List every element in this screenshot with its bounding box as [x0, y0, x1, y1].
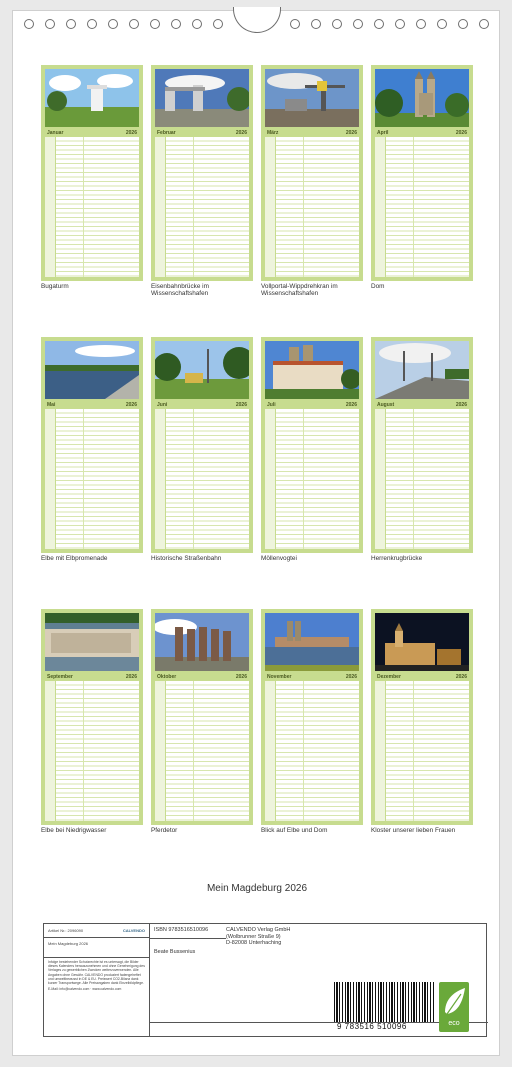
month-name: März — [267, 129, 279, 136]
river-icon — [45, 341, 139, 399]
month-caption: Möllenvogtei — [261, 555, 297, 562]
calendar-page — [12, 10, 500, 1056]
binding-holes — [13, 11, 501, 41]
month-year: 2026 — [455, 129, 467, 136]
month-name: Juni — [157, 401, 168, 408]
tram-icon — [155, 341, 249, 399]
day-grid — [265, 409, 359, 549]
binding-hole — [45, 19, 55, 29]
month-year: 2026 — [125, 401, 137, 408]
day-grid — [375, 137, 469, 277]
month-name: November — [267, 673, 292, 680]
publisher-city: D-82008 Unterhaching — [226, 940, 282, 947]
binding-hole — [374, 19, 384, 29]
binding-hole — [353, 19, 363, 29]
month-caption: Elbe mit Elbpromenade — [41, 555, 108, 562]
contact-info: E-Mail: info@calvendo.com · www.calvendo.com — [48, 987, 122, 992]
month-card-februar — [151, 65, 253, 281]
tower-icon — [45, 69, 139, 127]
month-caption: Kloster unserer lieben Frauen — [371, 827, 456, 834]
month-name: Dezember — [377, 673, 401, 680]
month-card-januar — [41, 65, 143, 281]
binding-hole — [66, 19, 76, 29]
month-name: April — [377, 129, 389, 136]
product-info-box — [43, 923, 487, 1037]
binding-hole — [129, 19, 139, 29]
barcode — [334, 982, 434, 1022]
month-card-juni — [151, 337, 253, 553]
binding-hole — [416, 19, 426, 29]
bridge-icon — [375, 341, 469, 399]
month-caption: Vollportal-Wippdrehkran im Wissenschaftshafen — [261, 283, 338, 297]
month-caption: Elbe bei Niedrigwasser — [41, 827, 107, 834]
month-name: Mai — [47, 401, 56, 408]
day-grid — [375, 409, 469, 549]
binding-hole — [150, 19, 160, 29]
river-icon — [45, 613, 139, 671]
skyline-icon — [265, 613, 359, 671]
month-year: 2026 — [455, 401, 467, 408]
binding-hole — [290, 19, 300, 29]
calendar-title: Mein Magdeburg 2026 — [206, 883, 308, 894]
binding-hole — [171, 19, 181, 29]
month-name: Februar — [157, 129, 176, 136]
month-name: Januar — [47, 129, 64, 136]
month-year: 2026 — [125, 129, 137, 136]
month-caption: Dom — [371, 283, 385, 290]
day-grid — [45, 137, 139, 277]
day-grid — [155, 409, 249, 549]
binding-hole — [24, 19, 34, 29]
month-name: August — [377, 401, 395, 408]
binding-hole — [108, 19, 118, 29]
night-icon — [375, 613, 469, 671]
footer-left-column — [44, 924, 150, 1036]
day-grid — [45, 681, 139, 821]
isbn: ISBN 9783516510096 — [154, 927, 209, 933]
month-card-dezember — [371, 609, 473, 825]
calvendo-logo: CALVENDO — [122, 928, 145, 933]
month-caption: Blick auf Elbe und Dom — [261, 827, 328, 834]
month-card-november — [261, 609, 363, 825]
month-card-mai — [41, 337, 143, 553]
month-name: Oktober — [157, 673, 177, 680]
month-caption: Herrenkrugbrücke — [371, 555, 423, 562]
day-grid — [45, 409, 139, 549]
day-grid — [155, 137, 249, 277]
barcode-number: 9 783516 510096 — [337, 1022, 407, 1031]
legal-notice: Infolge bestehender Schutzrechte ist es untersagt, die Bilder dieses Kalenders herauszunehmen und ohne Genehmigung des Verlages zu gewerblichen Zwecken weiterzuverwenden. Alle Angaben ohne Gewähr. CALVENDO produziert fadengeheftet und umweltbewusst in DE & EU. Preiswert CO2-Bilanz dank kurzer Transportwege. Alle Preisangaben dank Einzelbildpflege. — [48, 960, 145, 986]
footer-isbn-column — [150, 924, 226, 1036]
month-card-juli — [261, 337, 363, 553]
binding-hole — [87, 19, 97, 29]
month-year: 2026 — [235, 673, 247, 680]
month-card-maerz — [261, 65, 363, 281]
binding-hole — [458, 19, 468, 29]
month-card-august — [371, 337, 473, 553]
crane-icon — [265, 69, 359, 127]
month-year: 2026 — [455, 673, 467, 680]
day-grid — [155, 681, 249, 821]
building-icon — [265, 341, 359, 399]
month-year: 2026 — [345, 129, 357, 136]
binding-hole — [213, 19, 223, 29]
month-caption: Historische Straßenbahn — [151, 555, 222, 562]
month-name: September — [47, 673, 73, 680]
binding-hole — [479, 19, 489, 29]
eco-label: eco — [448, 1020, 460, 1027]
hanger-cutout — [233, 7, 281, 33]
binding-hole — [332, 19, 342, 29]
month-caption: Bugaturm — [41, 283, 69, 290]
day-grid — [265, 681, 359, 821]
publisher-street: (Wolbrunner Straße 9) — [226, 933, 281, 940]
binding-hole — [192, 19, 202, 29]
product-name: Mein Magdeburg 2026 — [44, 938, 149, 958]
article-number: Artikel Nr.: 2096090 — [48, 928, 84, 933]
day-grid — [265, 137, 359, 277]
month-caption: Eisenbahnbrücke im Wissenschaftshafen — [151, 283, 209, 297]
month-card-oktober — [151, 609, 253, 825]
author: Beate Bussenius — [154, 948, 196, 955]
month-year: 2026 — [125, 673, 137, 680]
sculpture-icon — [155, 613, 249, 671]
month-name: Juli — [267, 401, 276, 408]
month-card-april — [371, 65, 473, 281]
binding-hole — [437, 19, 447, 29]
footer-publisher-column — [226, 924, 326, 1036]
bridge-icon — [155, 69, 249, 127]
month-year: 2026 — [235, 401, 247, 408]
month-year: 2026 — [345, 673, 357, 680]
month-caption: Pferdetor — [151, 827, 178, 834]
month-year: 2026 — [345, 401, 357, 408]
binding-hole — [311, 19, 321, 29]
month-year: 2026 — [235, 129, 247, 136]
binding-hole — [395, 19, 405, 29]
day-grid — [375, 681, 469, 821]
cathedral-icon — [375, 69, 469, 127]
month-card-september — [41, 609, 143, 825]
publisher-name: CALVENDO Verlag GmbH — [226, 927, 291, 933]
eco-badge — [439, 982, 469, 1032]
